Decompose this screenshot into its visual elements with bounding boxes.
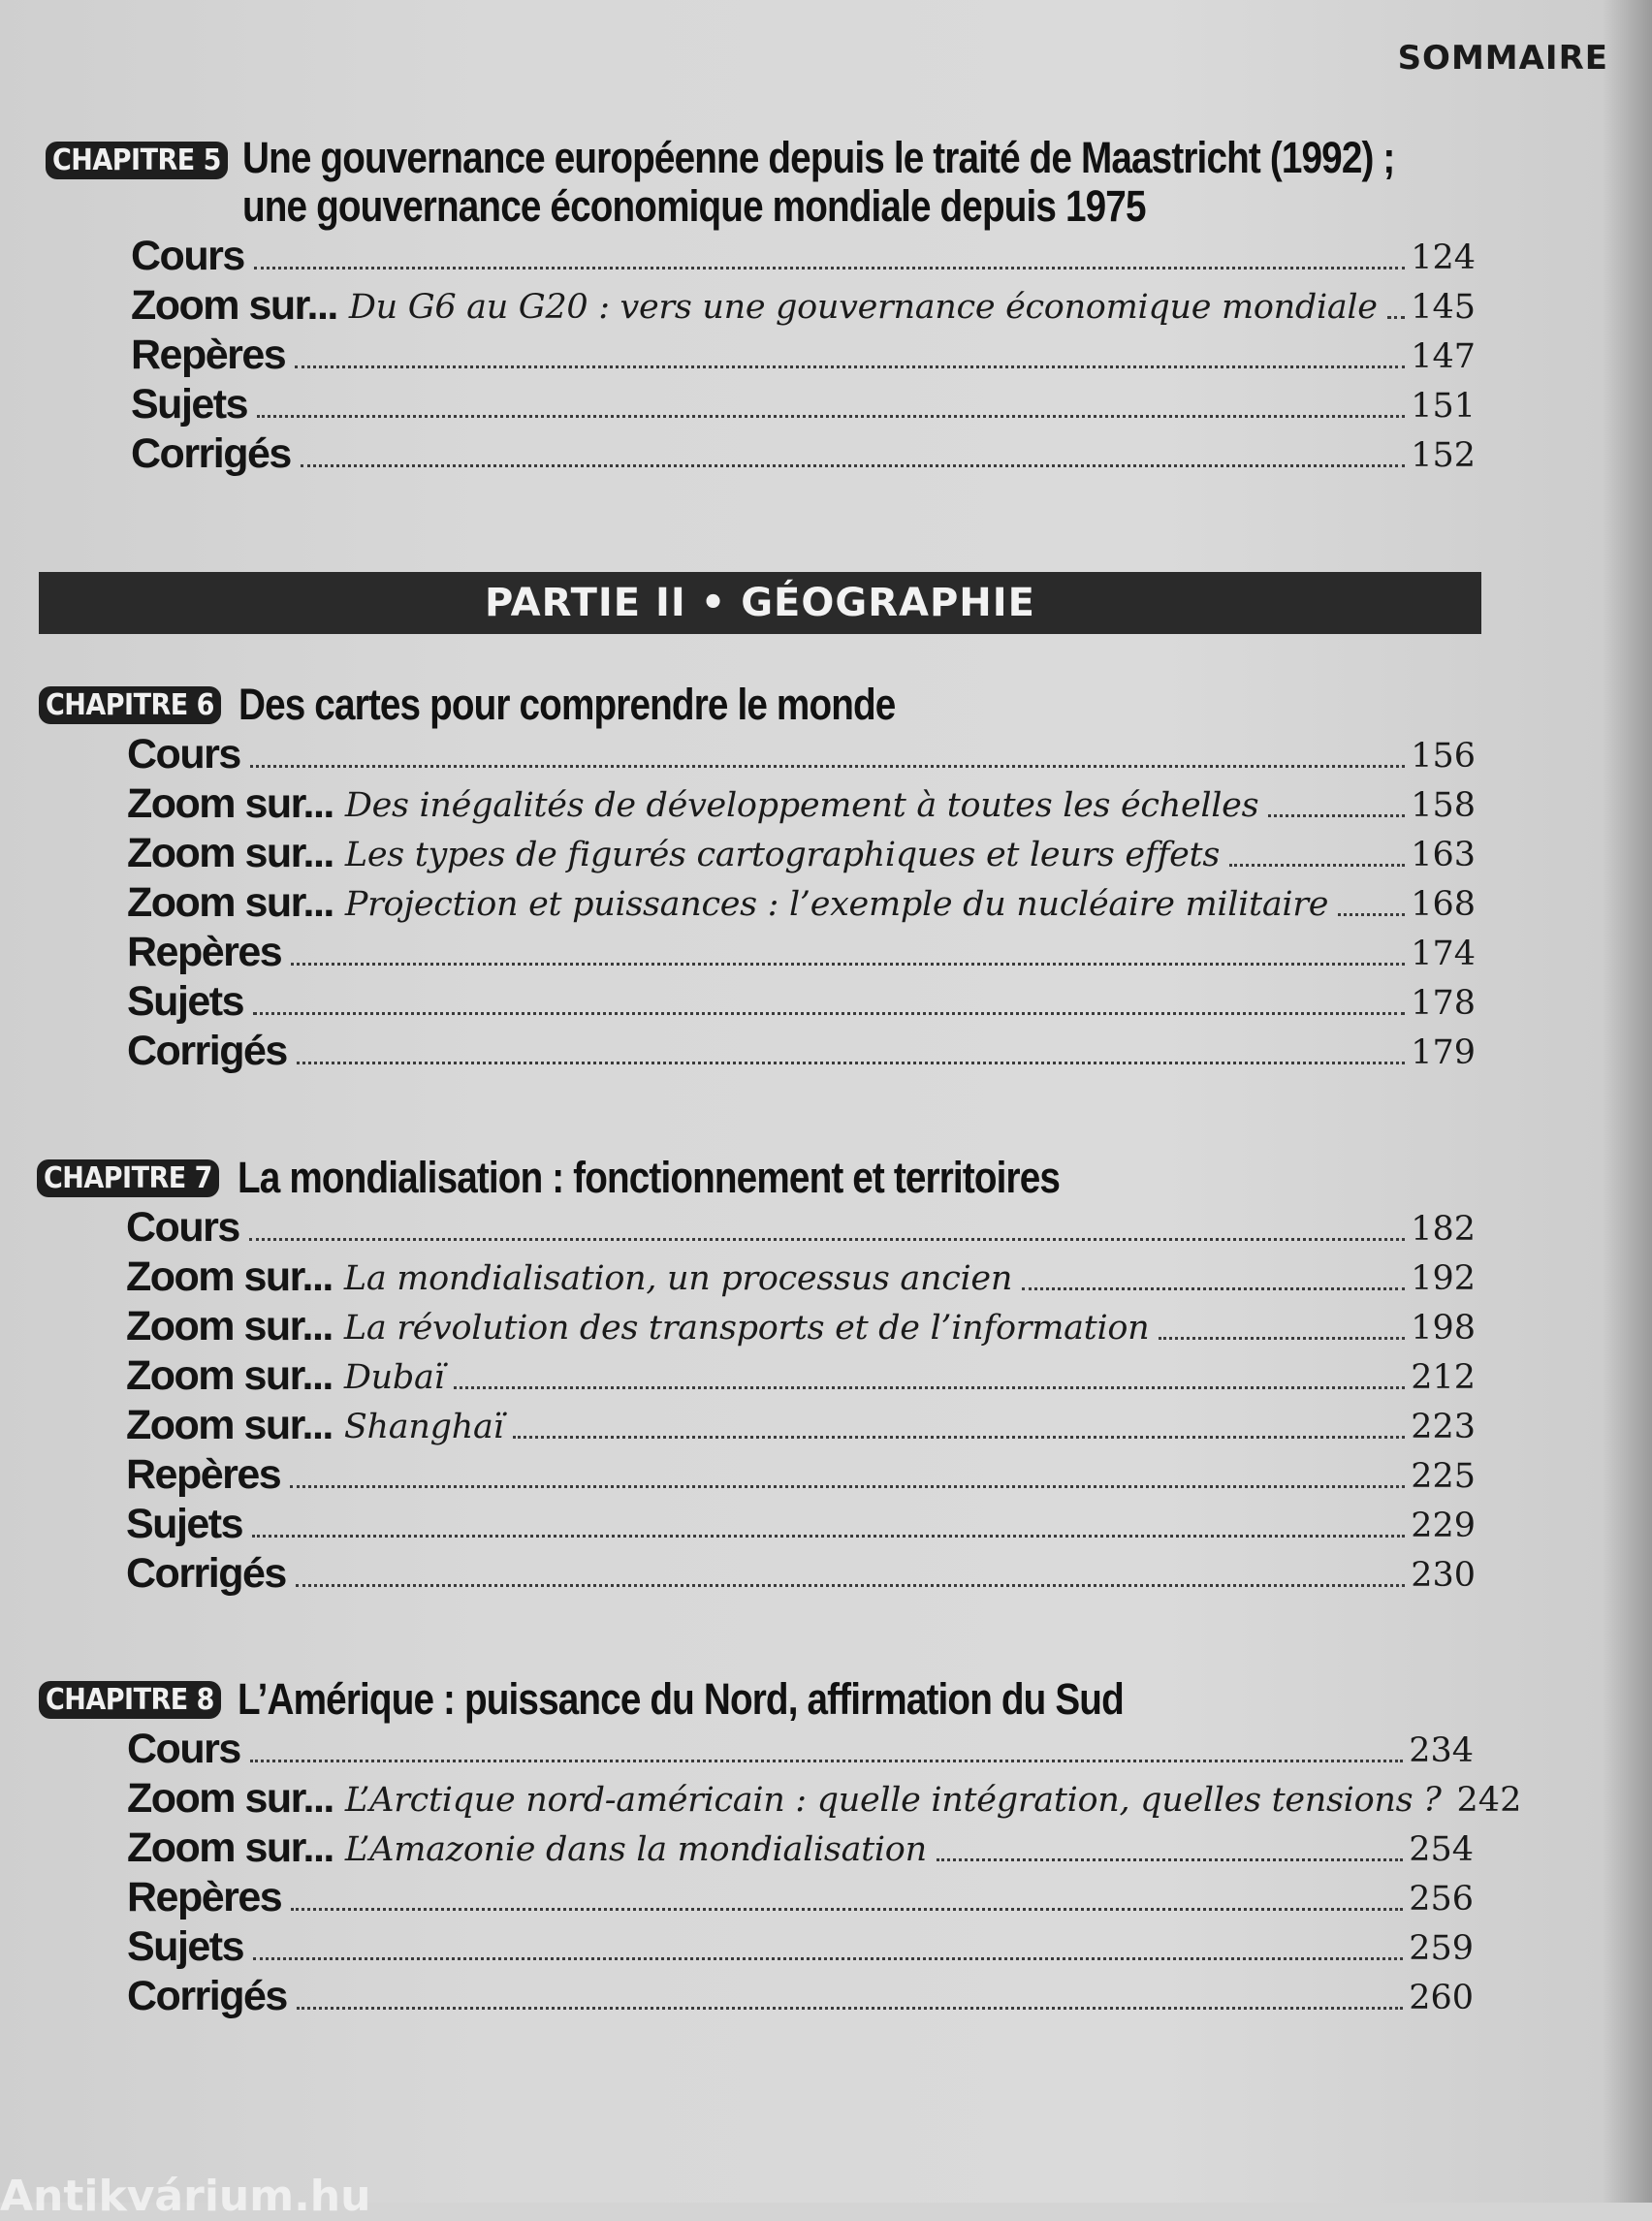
chapter-title-line: une gouvernance économique mondiale depuis 1975 — [242, 181, 1146, 231]
toc-entry — [127, 828, 1476, 876]
dot-leader — [937, 1858, 1403, 1861]
entry-description: Dubaï — [343, 1358, 445, 1397]
toc-entry — [127, 1724, 1474, 1772]
dot-leader — [1229, 864, 1405, 867]
toc-entry — [131, 280, 1476, 329]
toc-entry — [127, 1773, 1522, 1822]
page-number: 147 — [1411, 337, 1476, 376]
dot-leader — [250, 765, 1405, 768]
toc-entry — [127, 1026, 1476, 1074]
dot-leader — [297, 1062, 1405, 1064]
toc-entry — [127, 976, 1476, 1025]
dot-leader — [250, 1760, 1403, 1762]
toc-entry — [131, 428, 1476, 477]
section-header: SOMMAIRE — [1397, 39, 1608, 78]
entry-type: Zoom sur... — [127, 1775, 334, 1822]
part-banner: PARTIE II • GÉOGRAPHIE — [39, 572, 1481, 634]
page-number: 192 — [1411, 1259, 1476, 1298]
entry-description: La mondialisation, un processus ancien — [343, 1259, 1013, 1298]
entry-type: Zoom sur... — [127, 780, 334, 827]
chapter-title — [242, 134, 1394, 231]
dot-leader — [252, 1535, 1405, 1538]
page-number: 259 — [1409, 1929, 1474, 1968]
entry-type: Zoom sur... — [126, 1303, 333, 1349]
dot-leader — [454, 1386, 1405, 1389]
page-number: 174 — [1411, 935, 1476, 973]
chapter-badge: CHAPITRE 7 — [37, 1159, 219, 1197]
entry-type: Corrigés — [127, 1973, 287, 2019]
entry-type: Cours — [127, 1726, 240, 1772]
entry-type: Zoom sur... — [126, 1253, 333, 1300]
toc-entry — [126, 1252, 1476, 1300]
toc-entry — [126, 1499, 1476, 1547]
entry-description: Projection et puissances : l’exemple du nucléaire militaire — [344, 885, 1329, 924]
toc-entry — [126, 1301, 1476, 1349]
entry-type: Corrigés — [131, 430, 291, 477]
dot-leader — [513, 1436, 1405, 1439]
toc-entry — [126, 1449, 1476, 1498]
entry-type: Sujets — [131, 381, 248, 428]
chapter-title — [238, 1675, 1124, 1724]
toc-entry — [131, 330, 1476, 378]
entry-type: Zoom sur... — [127, 1824, 334, 1871]
entry-description: Shanghaï — [343, 1408, 504, 1446]
page-number: 156 — [1411, 737, 1476, 776]
dot-leader — [1022, 1287, 1405, 1290]
dot-leader — [297, 2007, 1403, 2010]
page-number: 145 — [1411, 288, 1476, 327]
dot-leader — [295, 365, 1405, 368]
dot-leader — [253, 1012, 1405, 1015]
page-number: 124 — [1411, 238, 1476, 277]
toc-entry — [126, 1548, 1476, 1597]
page-number: 179 — [1411, 1033, 1476, 1072]
dot-leader — [1338, 913, 1405, 916]
entry-type: Zoom sur... — [127, 830, 334, 876]
toc-entry — [126, 1350, 1476, 1399]
dot-leader — [1387, 316, 1405, 319]
entry-type: Sujets — [127, 978, 244, 1025]
entry-description: Du G6 au G20 : vers une gouvernance économique mondiale — [348, 288, 1378, 327]
dot-leader — [1159, 1337, 1405, 1340]
chapter-title-line: Une gouvernance européenne depuis le traité de Maastricht (1992) ; — [242, 133, 1395, 182]
chapter-title-line: L’Amérique : puissance du Nord, affirmation du Sud — [238, 1674, 1124, 1724]
toc-entry — [127, 778, 1476, 827]
entry-description: Les types de figurés cartographiques et leurs effets — [344, 836, 1220, 874]
entry-description: L’Arctique nord-américain : quelle intégration, quelles tensions ? — [344, 1781, 1442, 1820]
chapter-title-line: Des cartes pour comprendre le monde — [238, 680, 896, 729]
chapter-8-block — [0, 1673, 1652, 2019]
entry-type: Zoom sur... — [131, 282, 337, 329]
toc-entry — [127, 927, 1476, 975]
dot-leader — [253, 1957, 1403, 1960]
toc-entry — [127, 1921, 1474, 1970]
page-number: 158 — [1411, 786, 1476, 825]
entry-description: La révolution des transports et de l’information — [343, 1309, 1150, 1348]
entry-type: Sujets — [127, 1923, 244, 1970]
page-number: 242 — [1456, 1781, 1522, 1820]
page-number: 168 — [1411, 885, 1476, 924]
dot-leader — [291, 963, 1405, 966]
chapter-6-block — [0, 679, 1652, 1074]
watermark: Antikvárium.hu — [0, 2172, 371, 2221]
page-number: 229 — [1411, 1507, 1476, 1545]
page-number: 234 — [1409, 1731, 1474, 1770]
entry-type: Repères — [126, 1451, 281, 1498]
dot-leader — [301, 464, 1405, 467]
toc-entry — [126, 1202, 1476, 1251]
chapter-badge: CHAPITRE 8 — [39, 1681, 221, 1719]
entry-description: L’Amazonie dans la mondialisation — [344, 1830, 927, 1869]
chapter-title — [238, 1154, 1060, 1202]
page-number: 260 — [1409, 1979, 1474, 2017]
page-number: 151 — [1411, 387, 1476, 426]
page-number: 256 — [1409, 1880, 1474, 1919]
entry-type: Repères — [127, 1874, 282, 1920]
dot-leader — [254, 267, 1405, 270]
page-number: 198 — [1411, 1309, 1476, 1348]
dot-leader — [296, 1584, 1405, 1587]
toc-entry — [131, 379, 1476, 428]
chapter-badge: CHAPITRE 6 — [39, 686, 221, 724]
entry-type: Repères — [131, 332, 286, 378]
entry-type: Sujets — [126, 1501, 243, 1547]
page-number: 230 — [1411, 1556, 1476, 1595]
entry-type: Cours — [126, 1204, 239, 1251]
chapter-7-block — [0, 1152, 1652, 1597]
toc-entry — [126, 1400, 1476, 1448]
dot-leader — [1268, 814, 1405, 817]
toc-entry — [127, 729, 1476, 777]
chapter-badge: CHAPITRE 5 — [46, 142, 228, 179]
toc-entry — [127, 1823, 1474, 1871]
dot-leader — [249, 1238, 1405, 1241]
page-number: 152 — [1411, 436, 1476, 475]
toc-entry — [127, 877, 1476, 926]
entry-type: Cours — [127, 731, 240, 777]
toc-entry — [127, 1971, 1474, 2019]
chapter-5-block — [0, 133, 1652, 477]
page-number: 163 — [1411, 836, 1476, 874]
page-number: 212 — [1411, 1358, 1476, 1397]
page-number: 182 — [1411, 1210, 1476, 1249]
toc-entry — [127, 1872, 1474, 1920]
dot-leader — [291, 1908, 1403, 1911]
toc-entry — [131, 231, 1476, 279]
entry-description: Des inégalités de développement à toutes les échelles — [344, 786, 1259, 825]
entry-type: Cours — [131, 233, 244, 279]
page-number: 223 — [1411, 1408, 1476, 1446]
entry-type: Zoom sur... — [127, 879, 334, 926]
chapter-title — [238, 681, 895, 729]
page-number: 254 — [1409, 1830, 1474, 1869]
entry-type: Zoom sur... — [126, 1352, 333, 1399]
dot-leader — [257, 415, 1405, 418]
entry-type: Corrigés — [126, 1550, 286, 1597]
entry-type: Zoom sur... — [126, 1402, 333, 1448]
dot-leader — [290, 1485, 1405, 1488]
entry-type: Repères — [127, 929, 282, 975]
chapter-title-line: La mondialisation : fonctionnement et territoires — [238, 1153, 1061, 1202]
entry-type: Corrigés — [127, 1028, 287, 1074]
page-number: 225 — [1411, 1457, 1476, 1496]
page-number: 178 — [1411, 984, 1476, 1023]
